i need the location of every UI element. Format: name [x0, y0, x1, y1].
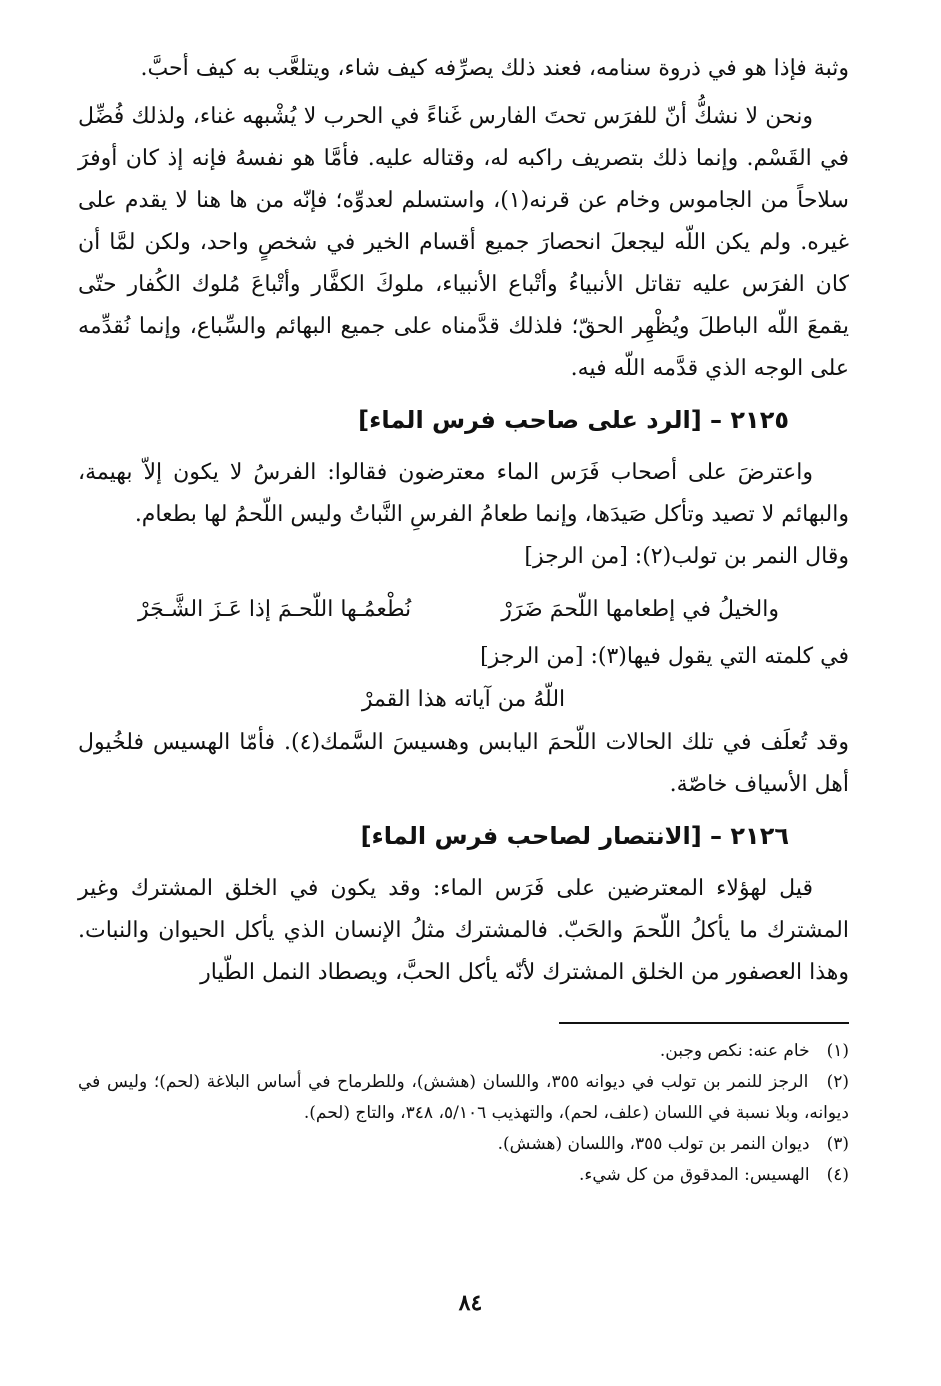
- paragraph-feeding: وقد تُعلَف في تلك الحالات اللّحمَ اليابس وهسيسَ السَّمك(٤). فأمّا الهسيس فلخُيول أهل الأسياف خاصّة.: [78, 730, 849, 797]
- paragraph-poet-intro: وقال النمر بن تولب(٢): [من الرجز]: [524, 544, 849, 569]
- paragraph-intro: وثبة فإذا هو في ذروة سنامه، فعند ذلك يصرِّفه كيف شاء، ويتلعَّب به كيف أحبَّ.: [140, 56, 849, 81]
- footnote-number: (٤): [826, 1165, 849, 1185]
- paragraph-poem-context: في كلمته التي يقول فيها(٣): [من الرجز]: [480, 644, 849, 669]
- paragraph-objection: واعترضَ على أصحاب فَرَس الماء معترضون فقالوا: الفرسُ لا يكون إلاّ بهيمة، والبهائم لا تصيد وتأكل صَيدَها، وإنما طعامُ الفرسِ النَّباتُ وليس اللّحمُ لها بطعام.: [78, 460, 849, 527]
- footnote-number: (٢): [826, 1072, 850, 1092]
- footnote-item: [78, 1129, 849, 1160]
- footnote-item: [78, 1067, 849, 1129]
- verse-line: [138, 588, 779, 632]
- footnote-item: [78, 1036, 849, 1067]
- verse-hemistich-first: والخيلُ في إطعامها اللّحمَ ضَرَرْ: [501, 597, 779, 622]
- footnote-item: [78, 1160, 849, 1191]
- footnote-number: (١): [826, 1041, 849, 1061]
- footnote-text: الرجز للنمر بن تولب في ديوانه ٣٥٥، واللسان (هشش)، وللطرماح في أساس البلاغة (لحم)؛ وليس في ديوانه، وبلا نسبة في اللسان (علف، لحم)، والتهذيب ٥/١٠٦، ٣٤٨، والتاج (لحم).: [78, 1072, 849, 1123]
- footnote-number: (٣): [826, 1134, 849, 1154]
- verse-hemistich-second: نُطْعمُـها اللّحـمَ إذا عَـزَ الشَّـجَرْ: [138, 597, 412, 622]
- paragraph-reply: قيل لهؤلاء المعترضين على فَرَس الماء: وقد يكون في الخلق المشترك وغير المشترك ما يأكلُ اللّحمَ والحَبّ. فالمشترك مثلُ الإنسان الذي يأكل الحيوان والنبات. وهذا العصفور من الخلق المشترك لأنّه يأكل الحبَّ، ويصطاد النمل الطّيار: [78, 876, 849, 985]
- page-number: ٨٤: [458, 1290, 483, 1316]
- verse-single: اللّهُ من آياته هذا القمرْ: [361, 687, 566, 712]
- book-page: [78, 48, 849, 1366]
- paragraph-horse-value: ونحن لا نشكُّ أنّ للفرَس تحتَ الفارس غَناءً في الحرب لا يُشْبهه غناء، ولذلك فُضِّل في القَسْم. وإنما ذلك بتصريف راكبه له، وقتاله عليه. فأمَّا هو نفسهُ فإنه إذ كان أوفرَ سلاحاً من الجاموس وخام عن قرنه(١)، واستسلم لعدوِّه؛ فإنّه من ها هنا لا يقدم على غيره. ولم يكن اللّه ليجعلَ انحصارَ جميع أقسام الخير في شخصٍ واحد، ولكن لمَّا أن كان الفرَس عليه تقاتل الأنبياءُ وأتْباع الأنبياء، ملوكَ الكفَّار وأتْباعَ مُلوك الكُفار حتّى يقمعَ اللّه الباطلَ ويُظْهِر الحقّ؛ فلذلك قدَّمناه على جميع البهائم والسِّباع، وإنما نُقدِّمه على الوجه الذي قدَّمه اللّه فيه.: [78, 104, 849, 381]
- footnote-text: خام عنه: نكص وجبن.: [659, 1041, 810, 1061]
- footnote-text: ديوان النمر بن تولب ٣٥٥، واللسان (هشش).: [497, 1134, 810, 1154]
- footnote-divider: [559, 1022, 849, 1024]
- footnotes: [78, 1036, 849, 1191]
- section-heading-2125: ٢١٢٥ – [الرد على صاحب فرس الماء]: [358, 406, 789, 434]
- section-heading-2126: ٢١٢٦ – [الانتصار لصاحب فرس الماء]: [360, 822, 789, 850]
- footnote-text: الهسيس: المدقوق من كل شيء.: [578, 1165, 810, 1185]
